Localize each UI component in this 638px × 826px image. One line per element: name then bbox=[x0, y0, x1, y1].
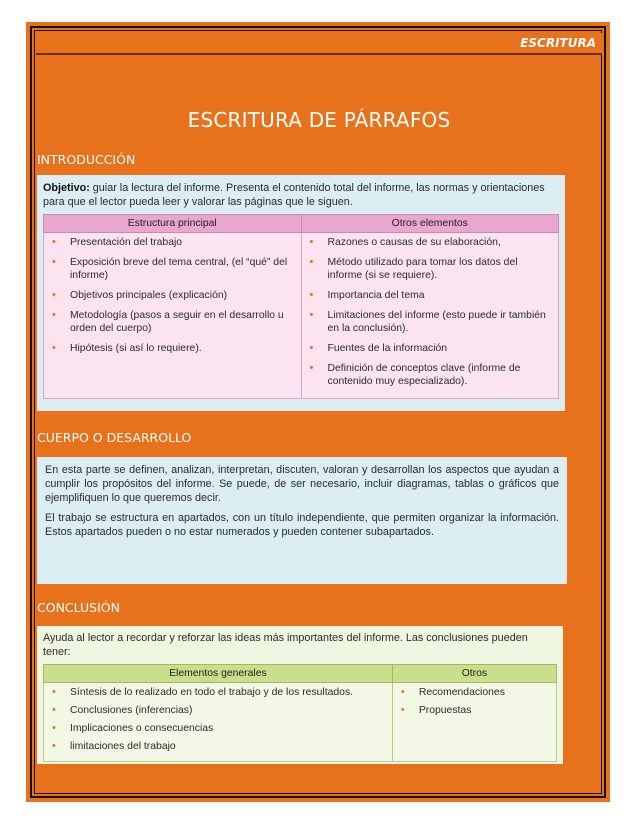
conclusion-box bbox=[37, 626, 563, 764]
intro-box bbox=[37, 175, 565, 411]
bullet-icon: • bbox=[52, 740, 56, 752]
bullet-icon: • bbox=[52, 342, 56, 354]
intro-main-cell bbox=[44, 233, 302, 399]
bullet-icon: • bbox=[52, 309, 56, 321]
bullet-icon: • bbox=[52, 686, 56, 698]
list-item-text: Conclusiones (inferencias) bbox=[70, 705, 193, 716]
conclusion-general-list bbox=[48, 686, 388, 753]
list-item bbox=[306, 256, 555, 282]
list-item bbox=[48, 740, 388, 753]
conclusion-general-cell bbox=[44, 683, 393, 762]
list-item bbox=[48, 704, 388, 717]
list-item-text: Hipótesis (si así lo requiere). bbox=[70, 343, 202, 354]
list-item-text: Presentación del trabajo bbox=[70, 237, 183, 248]
intro-main-list bbox=[48, 236, 297, 355]
intro-table bbox=[43, 214, 559, 399]
bullet-icon: • bbox=[52, 722, 56, 734]
list-item bbox=[306, 289, 555, 302]
header-bar bbox=[36, 33, 602, 55]
list-item bbox=[48, 236, 297, 249]
conclusion-other-list bbox=[397, 686, 552, 717]
list-item-text: Razones o causas de su elaboración, bbox=[327, 237, 501, 248]
list-item-text: Recomendaciones bbox=[418, 687, 505, 698]
body-box bbox=[37, 457, 567, 584]
list-item-text: Limitaciones del informe (esto puede ir también en la conclusión). bbox=[327, 310, 546, 334]
header-tag: ESCRITURA bbox=[520, 36, 596, 50]
page-title: ESCRITURA DE PÁRRAFOS bbox=[187, 108, 451, 132]
list-item-text: Metodología (pasos a seguir en el desarrollo u orden del cuerpo) bbox=[70, 310, 284, 334]
list-item-text: Método utilizado para tomar los datos del informe (si se requiere). bbox=[327, 257, 518, 281]
bullet-icon: • bbox=[309, 362, 314, 374]
list-item bbox=[48, 686, 388, 699]
bullet-icon: • bbox=[52, 236, 56, 248]
list-item-text: Implicaciones o consecuencias bbox=[70, 723, 214, 734]
intro-other-cell bbox=[301, 233, 559, 399]
bullet-icon: • bbox=[309, 236, 314, 248]
list-item bbox=[306, 236, 555, 249]
body-paragraph-2: El trabajo se estructura en apartados, con un título independiente, que permiten organizar la información. Estos apartados pueden o no estar numerados y pueden contener subapartados. bbox=[45, 512, 559, 538]
bullet-icon: • bbox=[309, 256, 314, 268]
bullet-icon: • bbox=[52, 289, 56, 301]
bullet-icon: • bbox=[52, 256, 56, 268]
bullet-icon: • bbox=[52, 704, 56, 716]
body-paragraph-1: En esta parte se definen, analizan, interpretan, discuten, valoran y desarrollan los aspectos que ayudan a cumplir los propósitos del informe. Se puede, de ser necesario, incluir diagramas, tablas o gráficos que ejemplifiquen lo que queremos decir. bbox=[45, 464, 559, 504]
list-item-text: Importancia del tema bbox=[327, 290, 425, 301]
intro-col-other: Otros elementos bbox=[301, 215, 559, 233]
bullet-icon: • bbox=[400, 704, 405, 716]
body-heading: CUERPO O DESARROLLO bbox=[37, 430, 192, 445]
list-item bbox=[48, 289, 297, 302]
conclusion-intro: Ayuda al lector a recordar y reforzar las ideas más importantes del informe. Las conclusiones pueden tener: bbox=[43, 632, 528, 658]
list-item bbox=[397, 686, 552, 699]
list-item-text: Síntesis de lo realizado en todo el trabajo y de los resultados. bbox=[70, 687, 354, 698]
conclusion-table bbox=[43, 664, 557, 762]
conclusion-col-general: Elementos generales bbox=[44, 665, 393, 683]
list-item-text: limitaciones del trabajo bbox=[70, 741, 176, 752]
list-item bbox=[306, 362, 555, 388]
bullet-icon: • bbox=[309, 289, 314, 301]
list-item bbox=[306, 342, 555, 355]
bullet-icon: • bbox=[309, 309, 314, 321]
list-item-text: Fuentes de la información bbox=[327, 343, 448, 354]
intro-other-list bbox=[306, 236, 555, 388]
intro-objective bbox=[43, 181, 559, 209]
list-item bbox=[48, 309, 297, 335]
list-item-text: Propuestas bbox=[418, 705, 472, 716]
conclusion-heading: CONCLUSIÓN bbox=[37, 600, 120, 615]
list-item-text: Objetivos principales (explicación) bbox=[70, 290, 228, 301]
intro-col-main: Estructura principal bbox=[44, 215, 302, 233]
list-item-text: Exposición breve del tema central, (el “qué” del informe) bbox=[70, 257, 288, 281]
list-item bbox=[48, 342, 297, 355]
list-item-text: Definición de conceptos clave (informe de contenido muy especializado). bbox=[327, 363, 521, 387]
list-item bbox=[397, 704, 552, 717]
intro-heading: INTRODUCCIÓN bbox=[37, 152, 136, 167]
list-item bbox=[48, 722, 388, 735]
objective-text: guiar la lectura del informe. Presenta el contenido total del informe, las normas y orientaciones para que el lector pueda leer y valorar las páginas que le siguen. bbox=[43, 182, 545, 208]
bullet-icon: • bbox=[309, 342, 314, 354]
list-item bbox=[48, 256, 297, 282]
conclusion-other-cell bbox=[392, 683, 556, 762]
list-item bbox=[306, 309, 555, 335]
conclusion-col-other: Otros bbox=[392, 665, 556, 683]
objective-label: Objetivo: bbox=[43, 182, 90, 194]
bullet-icon: • bbox=[400, 686, 405, 698]
